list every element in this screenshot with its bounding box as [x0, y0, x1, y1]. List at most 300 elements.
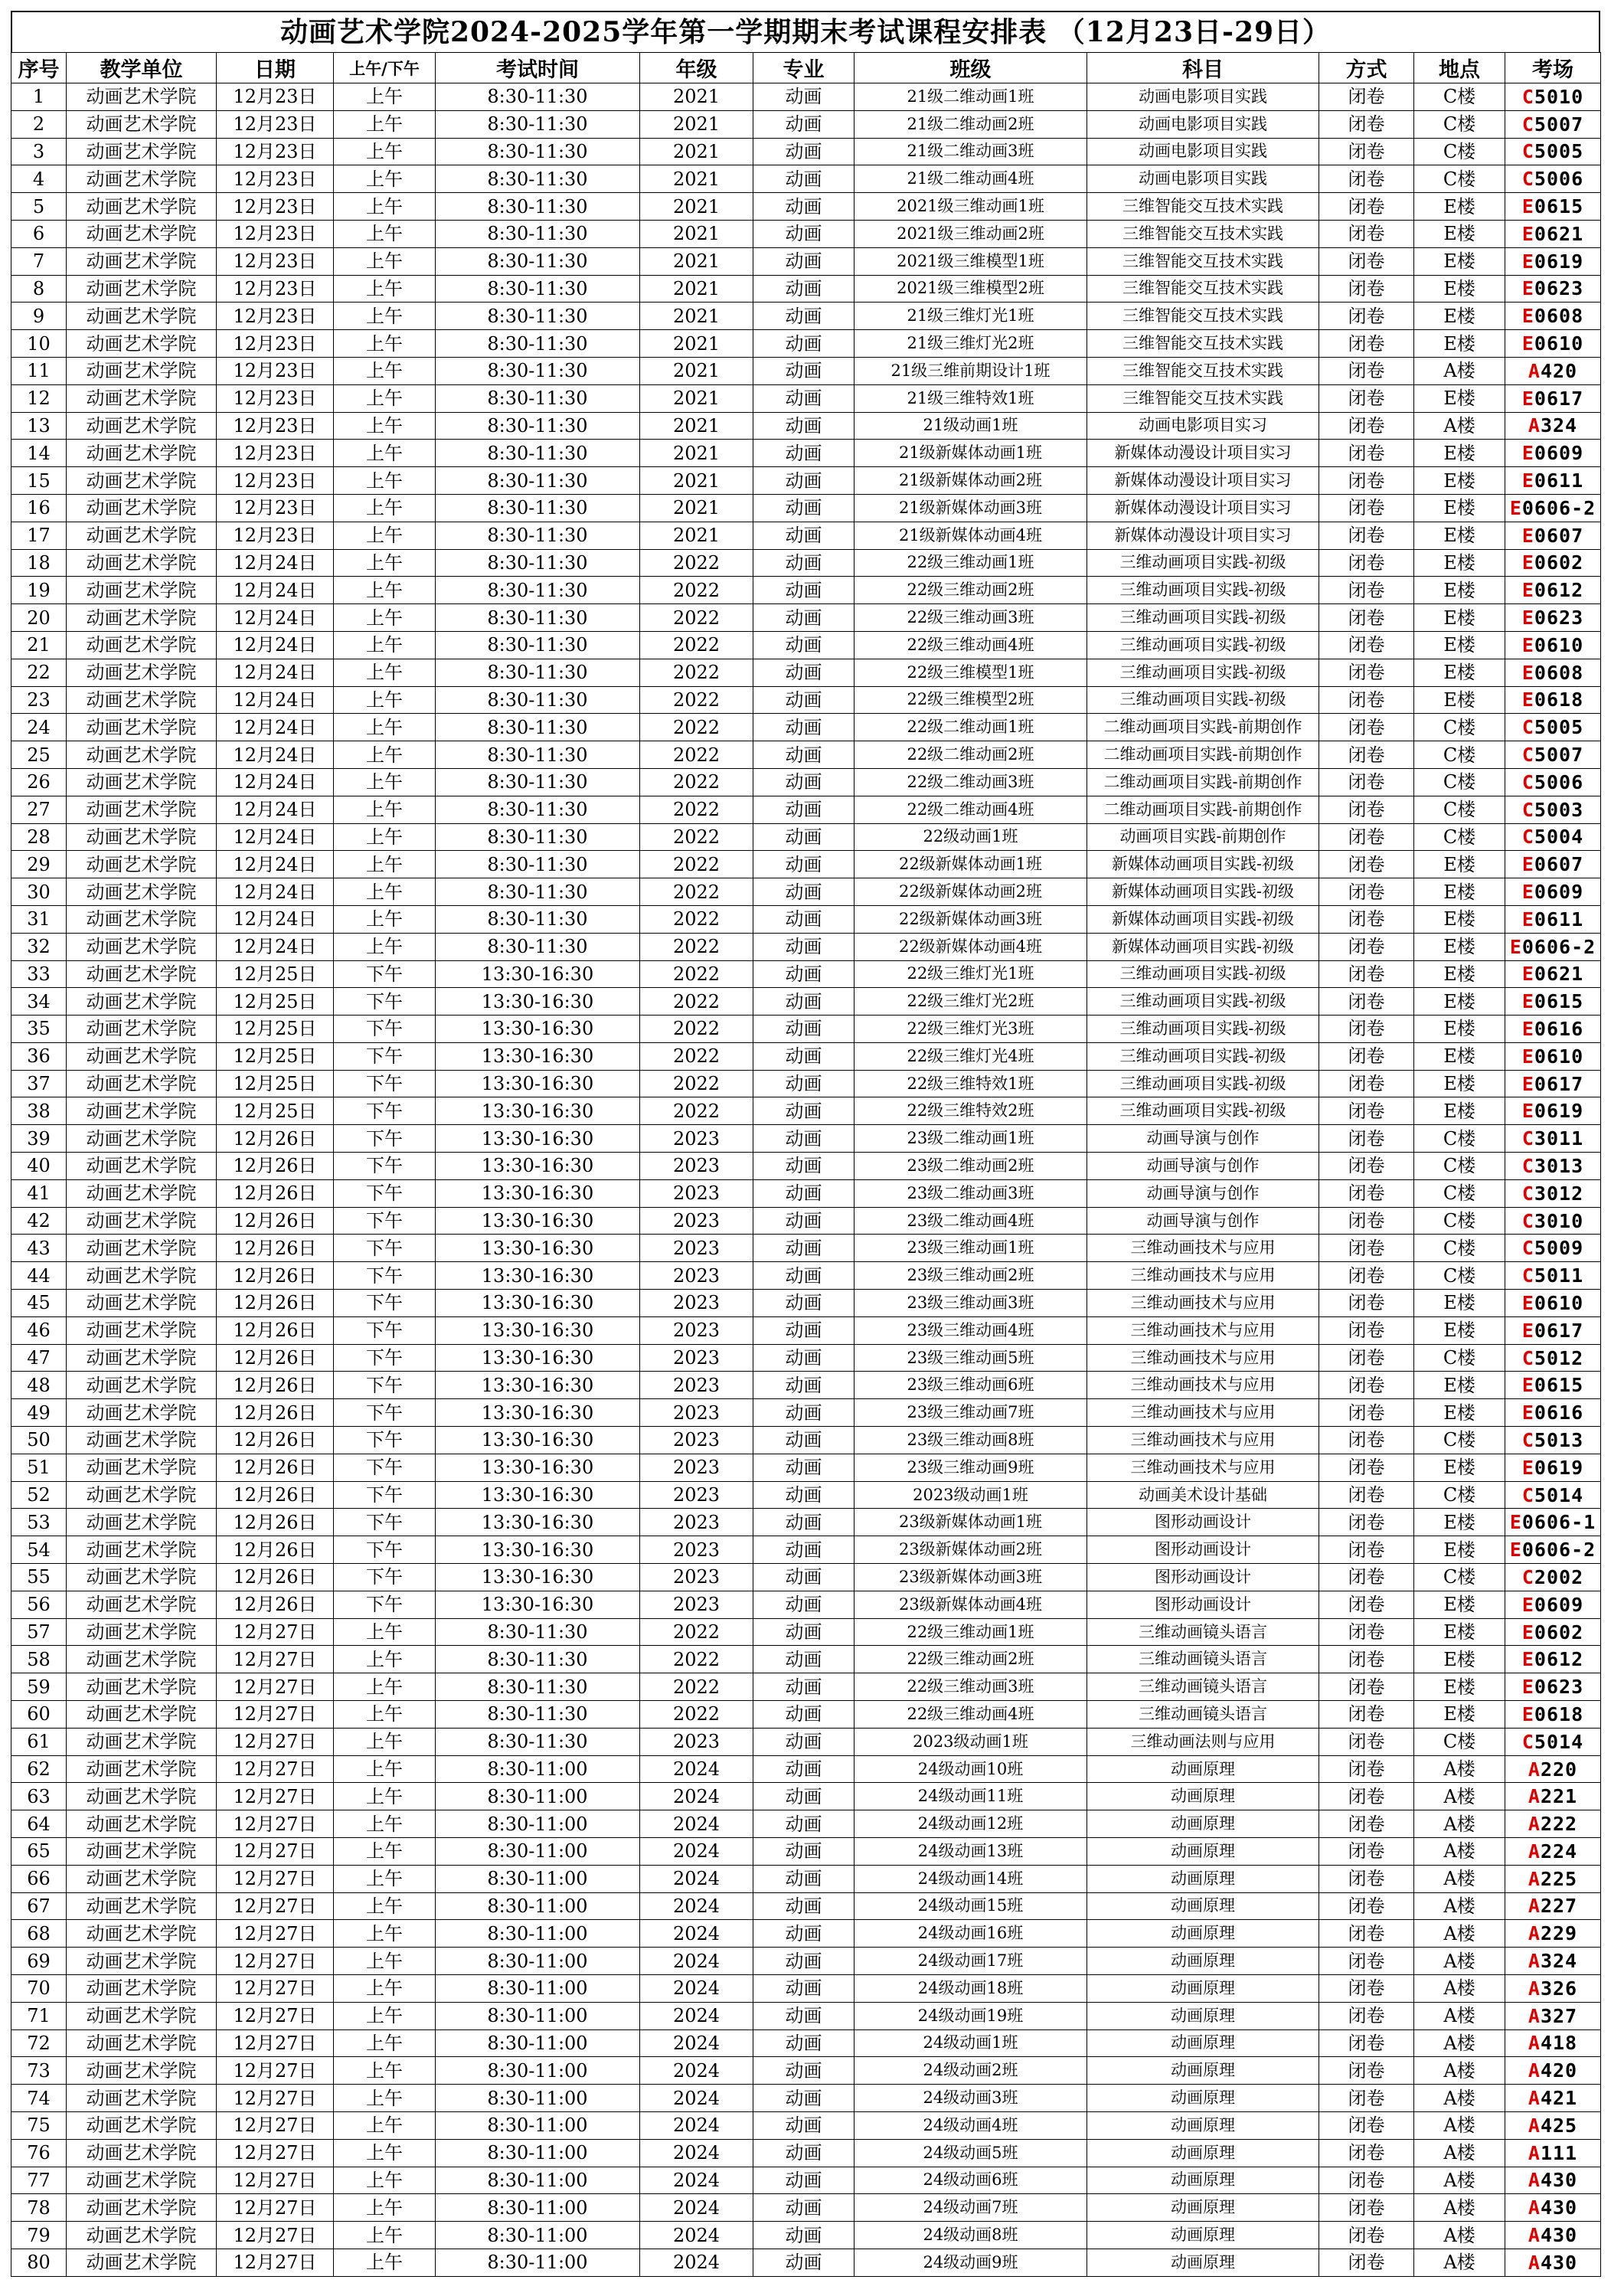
row-method: 闭卷 [1319, 2111, 1414, 2139]
row-location: C楼 [1414, 823, 1505, 851]
row-unit: 动画艺术学院 [67, 247, 217, 275]
room-number: 430 [1540, 2196, 1578, 2219]
row-location: E楼 [1414, 1646, 1505, 1673]
row-time: 8:30-11:30 [436, 412, 640, 440]
row-major: 动画 [753, 83, 855, 111]
row-grade: 2023 [640, 1179, 753, 1207]
row-date: 12月23日 [217, 384, 334, 412]
room-building-prefix: E [1521, 1648, 1534, 1671]
room-number: 222 [1540, 1813, 1578, 1836]
row-subject: 动画电影项目实践 [1087, 83, 1319, 111]
row-method: 闭卷 [1319, 1892, 1414, 1920]
row-index: 65 [11, 1838, 67, 1866]
room-number: 5014 [1534, 1483, 1584, 1506]
table-row [11, 1920, 1601, 1948]
room-number: 0612 [1534, 579, 1584, 602]
room-building-prefix: E [1521, 579, 1534, 602]
row-method: 闭卷 [1319, 303, 1414, 330]
row-time: 8:30-11:30 [436, 631, 640, 659]
row-period: 下午 [334, 1399, 436, 1427]
row-location: E楼 [1414, 1536, 1505, 1564]
row-method: 闭卷 [1319, 440, 1414, 467]
row-location: C楼 [1414, 1564, 1505, 1591]
table-row [11, 1125, 1601, 1153]
row-class: 22级动画1班 [855, 823, 1087, 851]
room-number: 0619 [1534, 1456, 1584, 1479]
row-room [1505, 2111, 1601, 2139]
row-unit: 动画艺术学院 [67, 522, 217, 549]
row-index: 72 [11, 2029, 67, 2057]
row-grade: 2023 [640, 1153, 753, 1180]
table-row [11, 1783, 1601, 1810]
room-building-prefix: C [1521, 1565, 1534, 1588]
room-building-prefix: E [1521, 607, 1534, 630]
row-index: 58 [11, 1646, 67, 1673]
row-location: E楼 [1414, 988, 1505, 1016]
row-grade: 2024 [640, 1920, 753, 1948]
row-subject: 三维动画项目实践-初级 [1087, 631, 1319, 659]
row-method: 闭卷 [1319, 220, 1414, 247]
row-grade: 2022 [640, 851, 753, 878]
row-major: 动画 [753, 1728, 855, 1755]
row-period: 下午 [334, 1536, 436, 1564]
room-number: 0616 [1534, 1017, 1584, 1040]
row-grade: 2024 [640, 2139, 753, 2167]
row-room [1505, 1179, 1601, 1207]
row-method: 闭卷 [1319, 1865, 1414, 1892]
room-number: 0607 [1534, 853, 1584, 876]
room-building-prefix: A [1528, 1785, 1541, 1808]
room-building-prefix: E [1521, 661, 1534, 684]
row-major: 动画 [753, 905, 855, 933]
row-index: 40 [11, 1153, 67, 1180]
row-location: E楼 [1414, 1016, 1505, 1043]
row-unit: 动画艺术学院 [67, 2057, 217, 2085]
row-subject: 新媒体动画项目实践-初级 [1087, 878, 1319, 906]
row-major: 动画 [753, 604, 855, 632]
row-class: 22级二维动画4班 [855, 796, 1087, 823]
room-building-prefix: C [1521, 1483, 1534, 1506]
row-time: 13:30-16:30 [436, 1207, 640, 1235]
row-unit: 动画艺术学院 [67, 768, 217, 796]
row-class: 24级动画5班 [855, 2139, 1087, 2167]
row-subject: 动画原理 [1087, 2057, 1319, 2085]
row-class: 22级三维特效1班 [855, 1070, 1087, 1097]
row-location: C楼 [1414, 768, 1505, 796]
row-unit: 动画艺术学院 [67, 1481, 217, 1509]
row-date: 12月23日 [217, 494, 334, 522]
row-location: C楼 [1414, 1207, 1505, 1235]
row-period: 上午 [334, 83, 436, 111]
row-index: 20 [11, 604, 67, 632]
row-date: 12月25日 [217, 1097, 334, 1125]
row-major: 动画 [753, 2167, 855, 2194]
row-unit: 动画艺术学院 [67, 741, 217, 769]
row-location: A楼 [1414, 1920, 1505, 1948]
room-number: 0611 [1534, 908, 1584, 931]
header-major: 专业 [753, 53, 855, 83]
row-unit: 动画艺术学院 [67, 220, 217, 247]
table-row [11, 1153, 1601, 1180]
row-subject: 三维动画技术与应用 [1087, 1235, 1319, 1262]
row-grade: 2023 [640, 1344, 753, 1372]
room-building-prefix: C [1521, 1127, 1534, 1150]
row-time: 8:30-11:30 [436, 768, 640, 796]
row-location: A楼 [1414, 2029, 1505, 2057]
row-period: 下午 [334, 1179, 436, 1207]
table-row [11, 768, 1601, 796]
row-date: 12月27日 [217, 1974, 334, 2002]
row-method: 闭卷 [1319, 2139, 1414, 2167]
table-row [11, 960, 1601, 988]
row-method: 闭卷 [1319, 796, 1414, 823]
table-row [11, 1290, 1601, 1317]
row-index: 36 [11, 1042, 67, 1070]
row-room [1505, 1948, 1601, 1975]
row-major: 动画 [753, 2111, 855, 2139]
row-method: 闭卷 [1319, 275, 1414, 303]
row-subject: 三维动画技术与应用 [1087, 1399, 1319, 1427]
header-date: 日期 [217, 53, 334, 83]
room-number: 5005 [1534, 716, 1584, 739]
row-major: 动画 [753, 2085, 855, 2112]
row-time: 8:30-11:30 [436, 933, 640, 960]
row-index: 17 [11, 522, 67, 549]
row-room [1505, 1728, 1601, 1755]
row-subject: 动画原理 [1087, 1892, 1319, 1920]
room-building-prefix: A [1528, 1977, 1541, 2000]
table-row [11, 1481, 1601, 1509]
row-time: 8:30-11:00 [436, 1892, 640, 1920]
row-method: 闭卷 [1319, 1372, 1414, 1399]
room-building-prefix: E [1521, 963, 1534, 986]
row-class: 2023级动画1班 [855, 1728, 1087, 1755]
row-subject: 新媒体动画项目实践-初级 [1087, 851, 1319, 878]
row-major: 动画 [753, 2139, 855, 2167]
row-index: 54 [11, 1536, 67, 1564]
row-date: 12月26日 [217, 1509, 334, 1536]
row-unit: 动画艺术学院 [67, 83, 217, 111]
room-number: 2002 [1534, 1565, 1584, 1588]
row-period: 上午 [334, 193, 436, 221]
row-method: 闭卷 [1319, 2194, 1414, 2222]
room-building-prefix: A [1528, 1758, 1541, 1781]
row-major: 动画 [753, 631, 855, 659]
row-method: 闭卷 [1319, 1042, 1414, 1070]
row-grade: 2023 [640, 1207, 753, 1235]
row-unit: 动画艺术学院 [67, 1042, 217, 1070]
row-period: 上午 [334, 2002, 436, 2029]
room-building-prefix: A [1528, 1867, 1541, 1890]
row-major: 动画 [753, 467, 855, 495]
table-row [11, 1974, 1601, 2002]
row-location: E楼 [1414, 275, 1505, 303]
row-grade: 2021 [640, 330, 753, 358]
row-date: 12月23日 [217, 412, 334, 440]
room-number: 5013 [1534, 1428, 1584, 1451]
row-class: 24级动画14班 [855, 1865, 1087, 1892]
row-unit: 动画艺术学院 [67, 714, 217, 741]
row-subject: 动画项目实践-前期创作 [1087, 823, 1319, 851]
row-method: 闭卷 [1319, 878, 1414, 906]
table-row [11, 1591, 1601, 1618]
row-method: 闭卷 [1319, 1618, 1414, 1646]
row-class: 23级二维动画4班 [855, 1207, 1087, 1235]
row-index: 4 [11, 165, 67, 193]
row-period: 上午 [334, 1618, 436, 1646]
row-period: 上午 [334, 878, 436, 906]
row-major: 动画 [753, 988, 855, 1016]
row-time: 8:30-11:30 [436, 686, 640, 714]
row-date: 12月24日 [217, 714, 334, 741]
row-unit: 动画艺术学院 [67, 1016, 217, 1043]
room-number: 0617 [1534, 387, 1584, 410]
row-period: 上午 [334, 823, 436, 851]
row-method: 闭卷 [1319, 631, 1414, 659]
row-date: 12月23日 [217, 303, 334, 330]
header-time: 考试时间 [436, 53, 640, 83]
row-subject: 三维动画项目实践-初级 [1087, 988, 1319, 1016]
row-room [1505, 1673, 1601, 1701]
row-period: 下午 [334, 1125, 436, 1153]
row-unit: 动画艺术学院 [67, 2222, 217, 2249]
row-method: 闭卷 [1319, 960, 1414, 988]
row-subject: 动画原理 [1087, 2029, 1319, 2057]
row-grade: 2021 [640, 440, 753, 467]
row-room [1505, 2194, 1601, 2222]
row-unit: 动画艺术学院 [67, 494, 217, 522]
row-major: 动画 [753, 1207, 855, 1235]
row-class: 21级二维动画4班 [855, 165, 1087, 193]
room-building-prefix: E [1521, 881, 1534, 903]
row-room [1505, 851, 1601, 878]
row-method: 闭卷 [1319, 494, 1414, 522]
row-time: 13:30-16:30 [436, 960, 640, 988]
table-row [11, 494, 1601, 522]
row-time: 8:30-11:30 [436, 494, 640, 522]
row-class: 21级动画1班 [855, 412, 1087, 440]
row-time: 13:30-16:30 [436, 1125, 640, 1153]
room-number: 3011 [1534, 1127, 1584, 1150]
row-class: 24级动画17班 [855, 1948, 1087, 1975]
row-index: 28 [11, 823, 67, 851]
row-location: A楼 [1414, 1948, 1505, 1975]
row-unit: 动画艺术学院 [67, 1974, 217, 2002]
row-unit: 动画艺术学院 [67, 631, 217, 659]
room-building-prefix: E [1521, 1401, 1534, 1424]
table-row [11, 1673, 1601, 1701]
row-method: 闭卷 [1319, 1097, 1414, 1125]
room-building-prefix: E [1521, 688, 1534, 711]
row-location: E楼 [1414, 1454, 1505, 1481]
row-method: 闭卷 [1319, 1728, 1414, 1755]
row-room [1505, 741, 1601, 769]
row-room [1505, 1591, 1601, 1618]
row-major: 动画 [753, 1536, 855, 1564]
row-location: C楼 [1414, 741, 1505, 769]
row-subject: 动画原理 [1087, 2194, 1319, 2222]
row-method: 闭卷 [1319, 1179, 1414, 1207]
row-method: 闭卷 [1319, 1591, 1414, 1618]
row-grade: 2024 [640, 2222, 753, 2249]
room-building-prefix: A [1528, 2141, 1541, 2164]
table-row [11, 467, 1601, 495]
room-building-prefix: E [1521, 1621, 1534, 1644]
row-location: E楼 [1414, 1097, 1505, 1125]
row-location: E楼 [1414, 1701, 1505, 1729]
row-subject: 三维动画项目实践-初级 [1087, 577, 1319, 604]
row-time: 8:30-11:30 [436, 522, 640, 549]
row-index: 15 [11, 467, 67, 495]
row-time: 8:30-11:30 [436, 878, 640, 906]
row-index: 42 [11, 1207, 67, 1235]
row-subject: 三维动画项目实践-初级 [1087, 960, 1319, 988]
table-row [11, 1838, 1601, 1866]
row-unit: 动画艺术学院 [67, 165, 217, 193]
row-subject: 三维动画项目实践-初级 [1087, 549, 1319, 577]
row-room [1505, 275, 1601, 303]
row-major: 动画 [753, 330, 855, 358]
room-building-prefix: E [1521, 524, 1534, 547]
row-subject: 三维动画技术与应用 [1087, 1344, 1319, 1372]
row-major: 动画 [753, 1646, 855, 1673]
row-index: 38 [11, 1097, 67, 1125]
row-class: 22级三维模型1班 [855, 659, 1087, 686]
row-class: 23级新媒体动画1班 [855, 1509, 1087, 1536]
row-method: 闭卷 [1319, 741, 1414, 769]
row-period: 上午 [334, 1728, 436, 1755]
room-building-prefix: E [1521, 908, 1534, 931]
row-room [1505, 933, 1601, 960]
room-number: 421 [1540, 2087, 1578, 2110]
row-method: 闭卷 [1319, 247, 1414, 275]
row-class: 23级三维动画2班 [855, 1262, 1087, 1290]
row-index: 12 [11, 384, 67, 412]
row-index: 37 [11, 1070, 67, 1097]
row-room [1505, 357, 1601, 384]
room-building-prefix: C [1521, 1182, 1534, 1205]
row-location: E楼 [1414, 851, 1505, 878]
table-row [11, 714, 1601, 741]
room-number: 430 [1540, 2251, 1578, 2274]
row-class: 22级三维动画4班 [855, 1701, 1087, 1729]
row-major: 动画 [753, 1701, 855, 1729]
table-row [11, 2194, 1601, 2222]
row-period: 上午 [334, 412, 436, 440]
row-major: 动画 [753, 1755, 855, 1783]
row-location: C楼 [1414, 1427, 1505, 1454]
row-index: 57 [11, 1618, 67, 1646]
row-location: A楼 [1414, 2167, 1505, 2194]
row-date: 12月23日 [217, 522, 334, 549]
row-period: 上午 [334, 1974, 436, 2002]
row-time: 8:30-11:00 [436, 2085, 640, 2112]
row-room [1505, 549, 1601, 577]
row-grade: 2022 [640, 905, 753, 933]
row-time: 8:30-11:30 [436, 741, 640, 769]
row-class: 24级动画11班 [855, 1783, 1087, 1810]
row-date: 12月25日 [217, 1042, 334, 1070]
row-room [1505, 1016, 1601, 1043]
row-room [1505, 1262, 1601, 1290]
row-time: 13:30-16:30 [436, 1536, 640, 1564]
row-date: 12月27日 [217, 1865, 334, 1892]
row-period: 下午 [334, 1427, 436, 1454]
table-row [11, 1948, 1601, 1975]
row-major: 动画 [753, 2194, 855, 2222]
row-room [1505, 823, 1601, 851]
row-method: 闭卷 [1319, 467, 1414, 495]
row-time: 13:30-16:30 [436, 1316, 640, 1344]
room-number: 0618 [1534, 688, 1584, 711]
table-row [11, 1427, 1601, 1454]
room-building-prefix: A [1528, 1840, 1541, 1863]
row-room [1505, 467, 1601, 495]
row-location: E楼 [1414, 905, 1505, 933]
row-location: E楼 [1414, 549, 1505, 577]
row-class: 21级三维特效1班 [855, 384, 1087, 412]
row-index: 3 [11, 138, 67, 165]
room-building-prefix: C [1521, 1209, 1534, 1232]
row-class: 22级三维灯光4班 [855, 1042, 1087, 1070]
row-period: 上午 [334, 138, 436, 165]
room-building-prefix: A [1528, 2004, 1541, 2027]
row-class: 21级三维灯光1班 [855, 303, 1087, 330]
room-number: 0612 [1534, 1648, 1584, 1671]
row-date: 12月23日 [217, 357, 334, 384]
row-date: 12月23日 [217, 467, 334, 495]
row-date: 12月25日 [217, 1070, 334, 1097]
table-row [11, 659, 1601, 686]
row-period: 上午 [334, 494, 436, 522]
table-row [11, 631, 1601, 659]
row-date: 12月25日 [217, 988, 334, 1016]
room-building-prefix: E [1521, 1593, 1534, 1616]
row-time: 8:30-11:00 [436, 2057, 640, 2085]
row-method: 闭卷 [1319, 1509, 1414, 1536]
row-date: 12月26日 [217, 1153, 334, 1180]
row-room [1505, 768, 1601, 796]
row-subject: 动画原理 [1087, 2111, 1319, 2139]
row-major: 动画 [753, 1673, 855, 1701]
row-grade: 2024 [640, 2002, 753, 2029]
row-location: A楼 [1414, 2111, 1505, 2139]
row-date: 12月23日 [217, 275, 334, 303]
row-location: A楼 [1414, 2057, 1505, 2085]
row-time: 8:30-11:30 [436, 1646, 640, 1673]
row-time: 8:30-11:30 [436, 1673, 640, 1701]
row-subject: 动画原理 [1087, 1783, 1319, 1810]
row-location: A楼 [1414, 2222, 1505, 2249]
row-index: 80 [11, 2249, 67, 2276]
row-time: 13:30-16:30 [436, 1016, 640, 1043]
table-row [11, 165, 1601, 193]
row-date: 12月27日 [217, 1701, 334, 1729]
room-number: 420 [1540, 2059, 1578, 2082]
row-major: 动画 [753, 2222, 855, 2249]
row-major: 动画 [753, 1070, 855, 1097]
row-room [1505, 165, 1601, 193]
row-index: 18 [11, 549, 67, 577]
row-period: 上午 [334, 1920, 436, 1948]
row-subject: 动画导演与创作 [1087, 1153, 1319, 1180]
room-building-prefix: E [1509, 1539, 1522, 1562]
row-index: 66 [11, 1865, 67, 1892]
row-method: 闭卷 [1319, 1646, 1414, 1673]
row-location: C楼 [1414, 1235, 1505, 1262]
row-subject: 动画原理 [1087, 1810, 1319, 1838]
row-method: 闭卷 [1319, 1974, 1414, 2002]
